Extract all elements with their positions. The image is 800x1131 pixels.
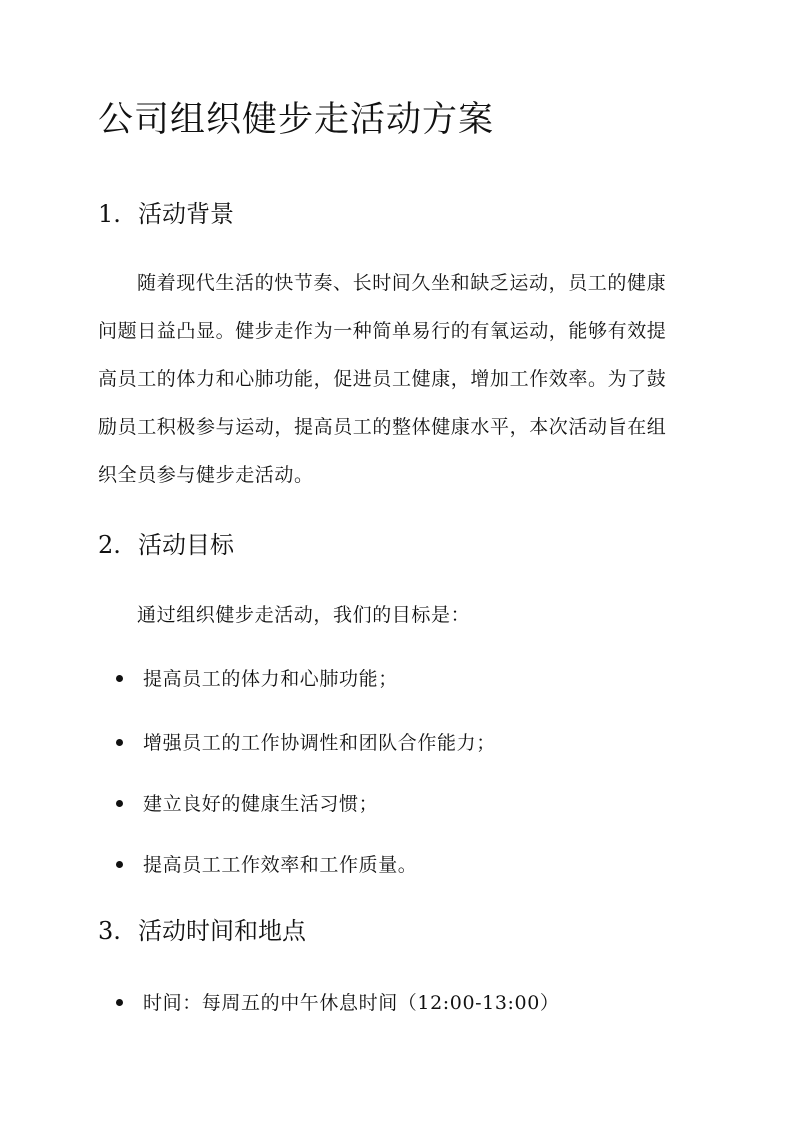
section-heading-time-place <box>98 914 306 948</box>
section-title: 活动背景 <box>138 200 234 228</box>
section-number: 1. <box>98 200 121 228</box>
list-item-text: 增强员工的工作协调性和团队合作能力； <box>143 732 496 754</box>
bullet-icon <box>116 861 123 868</box>
document-title: 公司组织健步走活动方案 <box>98 100 495 140</box>
section-heading-goals <box>98 528 234 562</box>
bullet-icon <box>116 800 123 807</box>
paragraph-line: 织全员参与健步走活动。 <box>98 464 314 486</box>
bullet-icon <box>116 675 123 682</box>
list-item <box>116 850 417 880</box>
paragraph-line: 励员工积极参与运动，提高员工的整体健康水平，本次活动旨在组 <box>98 416 667 438</box>
section-number: 3. <box>98 917 121 945</box>
list-item <box>116 664 398 694</box>
section-number: 2. <box>98 531 121 559</box>
bullet-icon <box>116 739 123 746</box>
list-item-text: 提高员工工作效率和工作质量。 <box>143 854 418 876</box>
list-item <box>116 728 496 758</box>
background-paragraph <box>98 259 702 499</box>
list-item-text: 建立良好的健康生活习惯； <box>143 793 379 815</box>
list-item-text: 提高员工的体力和心肺功能； <box>143 668 398 690</box>
section-heading-background <box>98 197 234 231</box>
list-item-text: 时间：每周五的中午休息时间（12:00-13:00） <box>143 992 560 1014</box>
paragraph-line: 问题日益凸显。健步走作为一种简单易行的有氧运动，能够有效提 <box>98 320 667 342</box>
section-title: 活动目标 <box>138 531 234 559</box>
list-item <box>116 988 560 1018</box>
paragraph-line: 随着现代生活的快节奏、长时间久坐和缺乏运动，员工的健康 <box>137 272 667 294</box>
section-title: 活动时间和地点 <box>138 917 306 945</box>
bullet-icon <box>116 999 123 1006</box>
goals-intro: 通过组织健步走活动，我们的目标是： <box>137 604 471 626</box>
paragraph-line: 高员工的体力和心肺功能，促进员工健康，增加工作效率。为了鼓 <box>98 368 667 390</box>
list-item <box>116 789 378 819</box>
